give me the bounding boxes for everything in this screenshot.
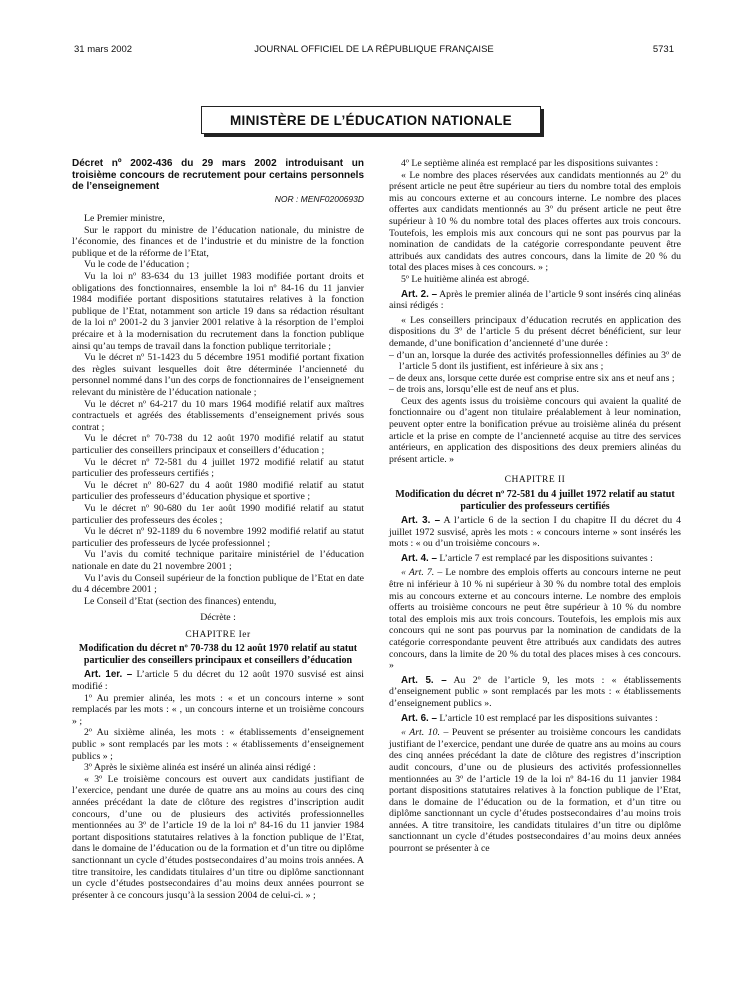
header-date: 31 mars 2002 <box>74 44 133 55</box>
visa-paragraph: Vu le décret nº 92-1189 du 6 novembre 1992 modifié relatif au statut particulier des professeurs de lycée professionnel ; <box>72 526 364 549</box>
header-journal-title: JOURNAL OFFICIEL DE LA RÉPUBLIQUE FRANÇAISE <box>254 44 494 55</box>
nor-reference: NOR : MENF0200693D <box>274 193 364 204</box>
article-paragraph: 4º Le septième alinéa est remplacé par les dispositions suivantes : <box>401 158 659 169</box>
chapter-heading: CHAPITRE II <box>504 475 566 486</box>
article-2: Art. 2. – Après le premier alinéa de l’article 9 sont insérés cinq alinéas ainsi rédigés : <box>389 288 681 312</box>
article-3: Art. 3. – A l’article 6 de la section I du chapitre II du décret du 4 juillet 1972 susvisé, après les mots : « concours interne » sont insérés les mots : « ou d’un troisième concours ». <box>389 515 682 550</box>
visa-paragraph: Le Conseil d’Etat (section des finances) entendu, <box>84 595 277 607</box>
header-page-number: 5731 <box>652 44 674 55</box>
article-paragraph: « Le nombre des places réservées aux candidats mentionnés au 2º du présent article ne peut être supérieur au tiers du nombre total des emplois mis au concours externe et au concours interne. Le nombre des places offertes aux candidats mentionnés au 3º du présent article ne peut être supérieur à 10 % du nombre total des places offertes aux trois concours. Toutefois, les emplois mis aux concours qui ne sont pas pourvus par la nomination de candidats de la catégorie correspondante peuvent être attribués aux candidats des autres concours, dans la limite de 20 % du total des places mises à ces concours. » ; <box>389 169 681 274</box>
visa-paragraph: Vu le décret nº 51-1423 du 5 décembre 1951 modifié portant fixation des règles suivant lesquelles doit être déterminée l’ancienneté du personnel nommé dans l’un des corps de fonctionnaires de l’enseignement relevant du ministère de l’éducation nationale ; <box>72 352 364 398</box>
right-column <box>389 158 681 855</box>
article-5: Art. 5. – Au 2º de l’article 9, les mots : « établissements d’enseignement public » sont remplacés par les mots : « établissements d’enseignement publics ». <box>389 674 682 709</box>
visa-paragraph: Vu le décret nº 90-680 du 1er août 1990 modifié relatif au statut particulier des professeurs des écoles ; <box>72 502 364 526</box>
page-header <box>74 44 674 55</box>
decree-title: Décret nº 2002-436 du 29 mars 2002 introduisant un troisième concours de recrutement pour certains personnels de l’enseignement <box>72 158 364 192</box>
visa-paragraph: Vu le décret nº 64-217 du 10 mars 1964 modifié relatif aux maîtres contractuels et agréés des établissements d’enseignement privés sous contrat ; <box>72 398 364 433</box>
article-paragraph: 3º Après le sixième alinéa est inséré un alinéa ainsi rédigé : <box>84 762 316 774</box>
chapter-title: Modification du décret nº 72-581 du 4 juillet 1972 relatif au statut particulier des professeurs certifiés <box>395 489 675 512</box>
visa-paragraph: Vu la loi nº 83-634 du 13 juillet 1983 modifiée portant droits et obligations des fonctionnaires, ensemble la loi nº 84-16 du 11 janvier 1984 modifiée portant dispositions statutaires relatives à la fonction publique de l’Etat, notamment son article 19 dans sa rédaction résultant de la loi nº 2001-2 du 3 janvier 2001 relative à la résorption de l’emploi précaire et à la modernisation du recrutement dans la fonction publique ainsi qu’au temps de travail dans la fonction publique territoriale ; <box>72 271 364 352</box>
visa-paragraph: Vu le décret nº 70-738 du 12 août 1970 modifié relatif au statut particulier des conseillers principaux et conseillers d’éducation ; <box>72 433 364 456</box>
article-paragraph: 2º Au sixième alinéa, les mots : « établissements d’enseignement public » sont remplacés par les mots : « établissements d’enseignement publics » ; <box>72 727 364 762</box>
article-paragraph: Ceux des agents issus du troisième concours qui avaient la qualité de fonctionnaire ou d’agent non titulaire préalablement à leur nomination, peuvent opter entre la bonification prévue au troisième alinéa du présent article et la prise en compte de l’ancienneté acquise au titre des services antérieurs, en application des dispositions des deux premiers alinéas du présent article. » <box>389 395 681 465</box>
visa-paragraph: Le Premier ministre, <box>84 213 165 225</box>
article-7-text: « Art. 7. – Le nombre des emplois offerts au concours interne ne peut être ni inférieur à 10 % ni supérieur à 30 % du nombre total des emplois mis au concours externe et au concours interne. Le nombre des emplois offerts au troisième concours ne peut être supérieur à 10 % du nombre total des emplois mis aux trois concours. Toutefois, les emplois mis aux concours qui ne sont pas pourvus par la nomination de candidats de la catégorie correspondante peuvent être attribués aux candidats des autres concours, dans la limite de 20 % du total des places mises à ces concours. » <box>389 567 681 672</box>
visa-paragraph: Vu le code de l’éducation ; <box>84 259 190 271</box>
visa-paragraph: Sur le rapport du ministre de l’éducation nationale, du ministre de l’économie, des finances et de l’industrie et du ministre de la fonction publique et de la réforme de l’Etat, <box>72 224 364 259</box>
article-paragraph: 1º Au premier alinéa, les mots : « et un concours interne » sont remplacés par les mots : « , un concours interne et un troisième concours » ; <box>72 692 364 727</box>
ministry-heading: MINISTÈRE DE L’ÉDUCATION NATIONALE <box>201 106 541 134</box>
article-10-text: « Art. 10. – Peuvent se présenter au troisième concours les candidats justifiant de l’exercice, pendant une durée de quatre ans au moins au cours des cinq années précédant la date de clôture des registres d’inscription audit concours, d’une ou de plusieurs des activités professionnelles mentionnées au 3º de l’article 19 de la loi nº 84-16 du 11 janvier 1984 portant dispositions statutaires relatives à la fonction publique de l’Etat, dans le domaine de l’éducation ou de la formation, et d’un titre ou diplôme sanctionnant un cycle d’études postsecondaires d’au moins trois années. A titre transitoire, les candidats titulaires d’un titre ou diplôme sanctionnant un cycle d’études postsecondaires d’au moins deux années pourront se présenter à ce <box>389 727 681 855</box>
article-paragraph: « 3º Le troisième concours est ouvert aux candidats justifiant de l’exercice, pendant une durée de quatre ans au moins au cours des cinq années précédant la date de clôture des registres d’inscription audit concours, d’une ou de plusieurs des activités professionnelles mentionnées au 3º de l’article 19 de la loi nº 84-16 du 11 janvier 1984 portant dispositions statutaires relatives à la fonction publique de l’Etat, dans le domaine de l’éducation ou de la formation et d’un titre ou diplôme sanctionnant un cycle d’études postsecondaires d’au moins trois années. A titre transitoire, les candidats titulaires d’un titre ou diplôme sanctionnant un cycle d’études postsecondaires d’au moins deux années pourront se présenter à ce concours jusqu’à la session 2004 de celui-ci. » ; <box>72 773 364 901</box>
article-6: Art. 6. – L’article 10 est remplacé par les dispositions suivantes : <box>401 712 658 724</box>
article-4: Art. 4. – L’article 7 est remplacé par les dispositions suivantes : <box>401 552 653 564</box>
chapter-heading: CHAPITRE Ier <box>185 629 251 640</box>
article-paragraph: 5º Le huitième alinéa est abrogé. <box>401 273 530 285</box>
visa-paragraph: Vu le décret nº 72-581 du 4 juillet 1972 modifié relatif au statut particulier des professeurs certifiés ; <box>72 456 364 480</box>
dash-item: – de trois ans, lorsqu’elle est de neuf ans et plus. <box>389 384 579 396</box>
dash-item: – de deux ans, lorsque cette durée est comprise entre six ans et neuf ans ; <box>389 372 675 384</box>
article-paragraph: « Les conseillers principaux d’éducation recrutés en application des dispositions du 3º de l’article 5 du présent décret bénéficient, sur leur demande, d’une bonification d’ancienneté d’une durée : <box>389 314 681 349</box>
visa-paragraph: Vu l’avis du comité technique paritaire ministériel de l’éducation nationale en date du 21 novembre 2001 ; <box>72 549 364 572</box>
dash-item: – d’un an, lorsque la durée des activités professionnelles définies au 3º de l’article 5 dont ils justifient, est inférieure à six ans ; <box>389 349 681 373</box>
left-column <box>72 158 364 901</box>
article-1: Art. 1er. – L’article 5 du décret du 12 août 1970 susvisé est ainsi modifié : <box>72 669 364 693</box>
visa-paragraph: Vu le décret nº 80-627 du 4 août 1980 modifié relatif au statut particulier des professeurs d’éducation physique et sportive ; <box>72 479 364 503</box>
chapter-title: Modification du décret nº 70-738 du 12 août 1970 relatif au statut particulier des conseillers principaux et conseillers d’éducation <box>78 643 358 666</box>
visa-paragraph: Vu l’avis du Conseil supérieur de la fonction publique de l’Etat en date du 4 décembre 2001 ; <box>72 572 364 596</box>
decrete-heading: Décrète : <box>200 612 236 624</box>
